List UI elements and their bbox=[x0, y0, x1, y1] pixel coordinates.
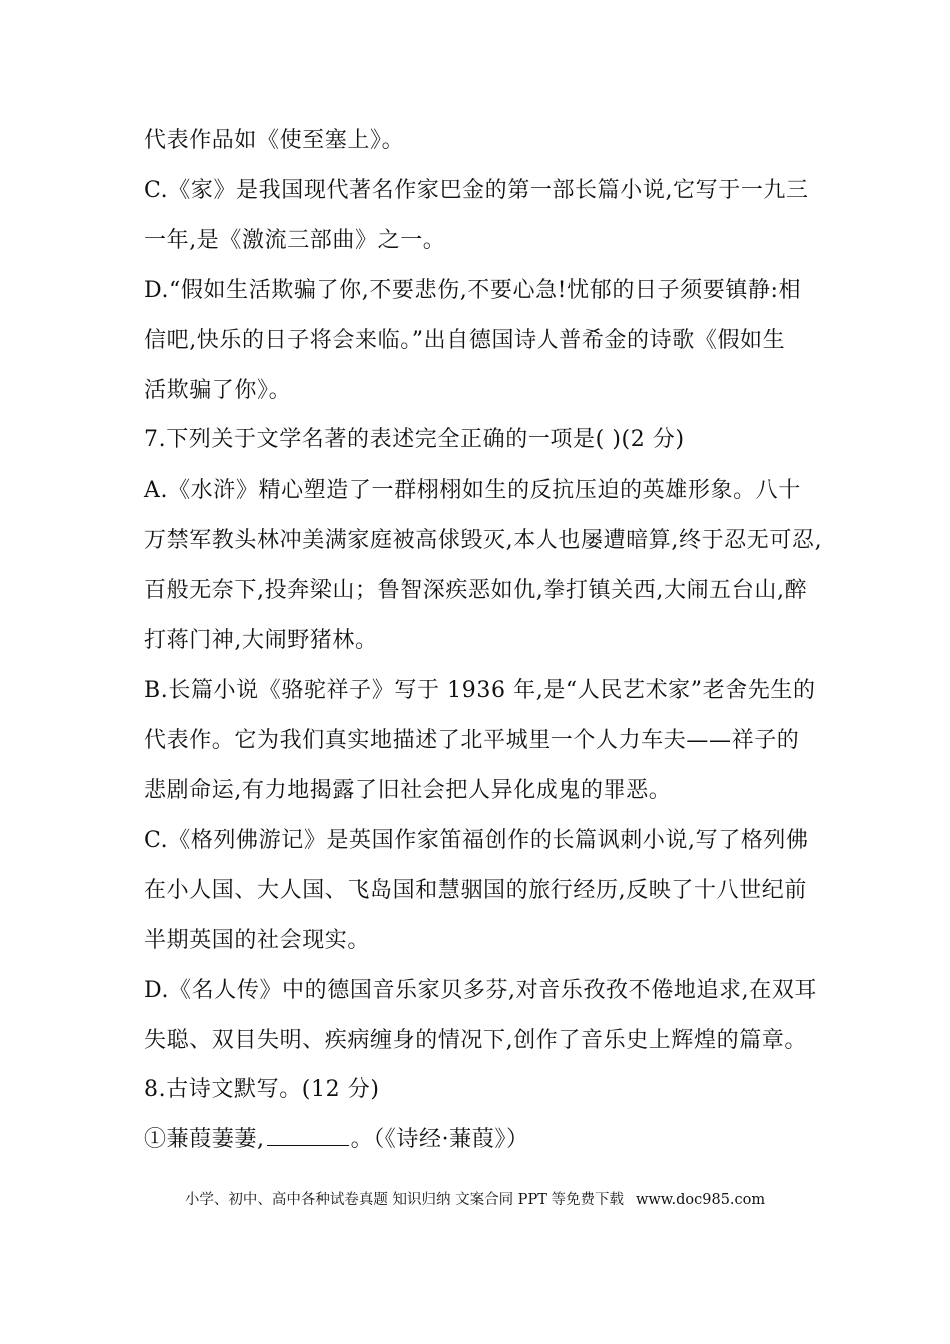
question-7-stem: 7.下列关于文学名著的表述完全正确的一项是( )(2 分) bbox=[144, 427, 685, 452]
option-b-line: B.长篇小说《骆驼祥子》写于 1936 年,是“人民艺术家”老舍先生的 bbox=[144, 678, 816, 703]
text-line: D.“假如生活欺骗了你,不要悲伤,不要心急!忧郁的日子须要镇静:相 bbox=[144, 278, 802, 303]
fill-in-item bbox=[144, 1125, 824, 1155]
answer-blank[interactable] bbox=[267, 1127, 349, 1146]
option-b-line: 代表作。它为我们真实地描述了北平城里一个人力车夫——祥子的 bbox=[144, 728, 800, 753]
page-footer bbox=[0, 1190, 950, 1210]
text-line: C.《家》是我国现代著名作家巴金的第一部长篇小说,它写于一九三 bbox=[144, 178, 809, 203]
question-8-stem: 8.古诗文默写。(12 分) bbox=[144, 1077, 380, 1102]
text-line: 一年,是《激流三部曲》之一。 bbox=[144, 228, 446, 253]
option-a-line: 万禁军教头林冲美满家庭被高俅毁灭,本人也屡遭暗算,终于忍无可忍, bbox=[144, 528, 823, 553]
fill-in-suffix: 。（《诗经·蒹葭》） bbox=[350, 1127, 529, 1152]
option-b-line: 悲剧命运,有力地揭露了旧社会把人异化成鬼的罪恶。 bbox=[144, 778, 672, 803]
footer-text: 小学、初中、高中各种试卷真题 知识归纳 文案合同 PPT 等免费下载 bbox=[184, 1192, 624, 1208]
option-a-line: 打蒋门神,大闹野猪林。 bbox=[144, 628, 378, 653]
fill-in-prefix: ①蒹葭萋萋, bbox=[144, 1127, 265, 1152]
text-line: 信吧,快乐的日子将会来临。”出自德国诗人普希金的诗歌《假如生 bbox=[144, 328, 786, 353]
option-c-line: 在小人国、大人国、飞岛国和慧骃国的旅行经历,反映了十八世纪前 bbox=[144, 878, 807, 903]
footer-site: www.doc985.com bbox=[635, 1192, 766, 1208]
option-c-line: 半期英国的社会现实。 bbox=[144, 928, 371, 953]
option-a-line: A.《水浒》精心塑造了一群栩栩如生的反抗压迫的英雄形象。八十 bbox=[144, 478, 801, 503]
option-d-line: D.《名人传》中的德国音乐家贝多芬,对音乐孜孜不倦地追求,在双耳 bbox=[144, 978, 818, 1003]
option-a-line: 百般无奈下,投奔梁山；鲁智深疾恶如仇,拳打镇关西,大闹五台山,醉 bbox=[144, 578, 808, 603]
option-c-line: C.《格列佛游记》是英国作家笛福创作的长篇讽刺小说,写了格列佛 bbox=[144, 828, 809, 853]
text-line: 活欺骗了你》。 bbox=[144, 378, 292, 403]
option-d-line: 失聪、双目失明、疾病缠身的情况下,创作了音乐史上辉煌的篇章。 bbox=[144, 1028, 807, 1053]
text-line: 代表作品如《使至塞上》。 bbox=[144, 128, 405, 153]
